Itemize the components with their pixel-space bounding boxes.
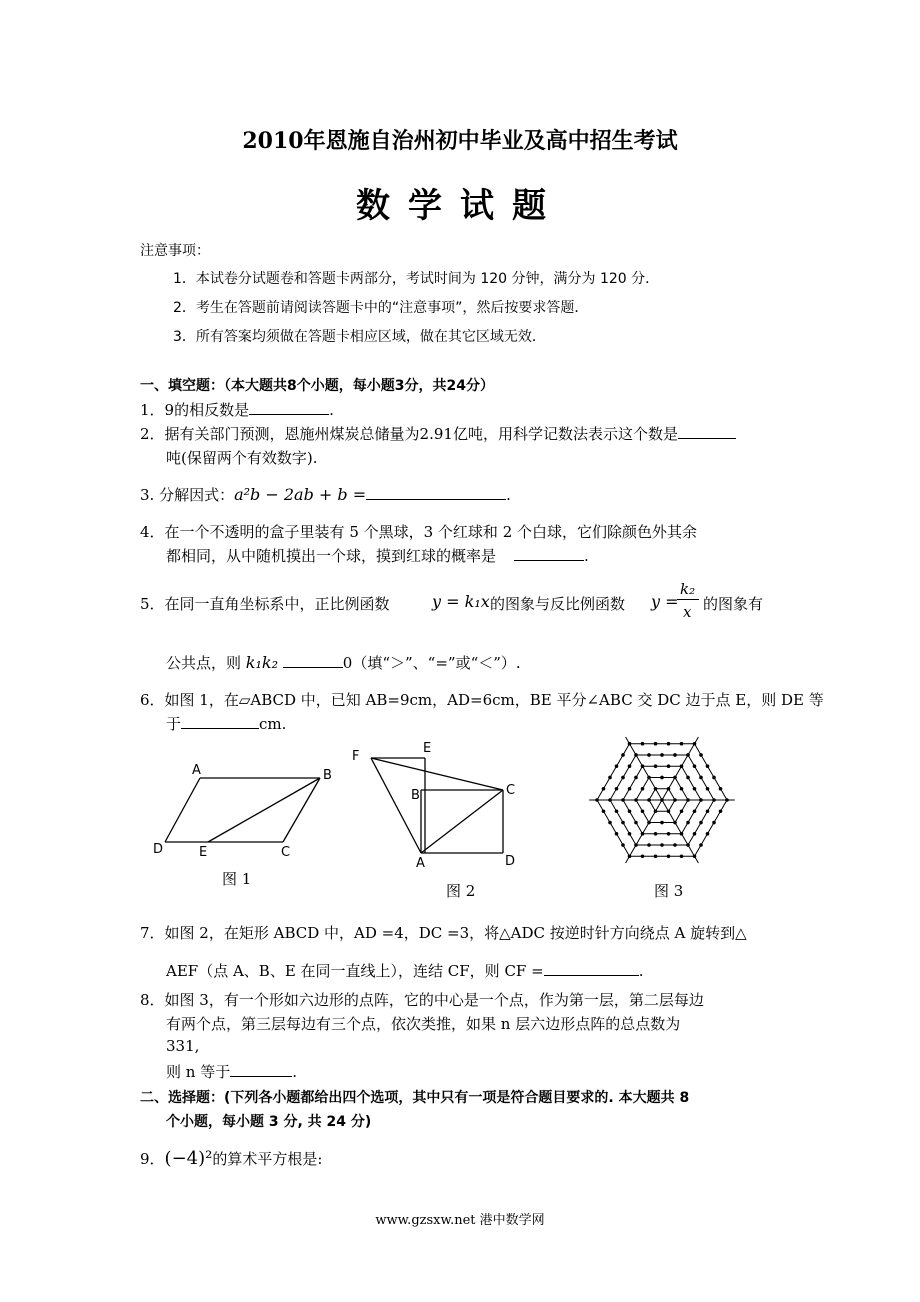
fig3-lattice-dot	[667, 854, 671, 858]
fig3-lattice-dot	[693, 742, 697, 746]
exam-subtitle: 数学试题	[356, 186, 564, 226]
fig3-lattice-dot	[712, 821, 716, 825]
fig3-lattice-dot	[628, 809, 632, 813]
fig3-lattice-dot	[615, 787, 619, 791]
q5-func2-denominator: x	[683, 603, 692, 621]
fig3-lattice-dot	[699, 821, 703, 825]
fig3-lattice-dot	[719, 809, 723, 813]
fig3-lattice-dot	[641, 787, 645, 791]
q5-func2-numerator: k₂	[680, 580, 696, 598]
fig2-segment-fc	[371, 758, 503, 790]
q4-answer-blank	[514, 546, 584, 561]
fig3-lattice-dot	[680, 809, 684, 813]
fig3-lattice-dot	[595, 798, 599, 802]
question-9	[140, 1148, 322, 1169]
figure-3-caption: 图 3	[654, 882, 684, 900]
q2-line2: 吨(保留两个有效数字).	[166, 449, 318, 467]
fig1-segment-be	[208, 778, 320, 842]
fig3-lattice-dot	[608, 776, 612, 780]
question-7-line-2	[166, 960, 643, 981]
fig1-label-c: C	[281, 845, 291, 860]
q4-line2: 都相同，从中随机摸出一个球，摸到红球的概率是	[166, 547, 497, 565]
section2-line1: 二、选择题：(下列各小题都给出四个选项，其中只有一项是符合题目要求的. 本大题共 8	[140, 1090, 690, 1106]
fig3-lattice-dot	[693, 764, 697, 768]
fig3-lattice-dot	[673, 798, 677, 802]
exam-title: 2010年恩施自治州初中毕业及高中招生考试	[242, 128, 678, 154]
fig3-lattice-dot	[654, 742, 658, 746]
q5-line1c: 的图象有	[703, 595, 764, 613]
fig3-lattice-dot	[615, 809, 619, 813]
fig2-label-a: A	[416, 856, 425, 870]
fig3-lattice-dot	[634, 821, 638, 825]
q6-line2b: cm.	[259, 715, 287, 733]
q8-answer-blank	[230, 1062, 292, 1077]
q1-end: .	[329, 401, 334, 419]
q8-line4b: .	[292, 1063, 297, 1081]
question-4-line-2	[166, 545, 589, 566]
fig3-lattice-dot	[647, 776, 651, 780]
fig3-lattice-dot	[628, 742, 632, 746]
fig3-lattice-dot	[621, 753, 625, 757]
q5-line1b: 的图象与反比例函数	[490, 595, 626, 613]
fig3-lattice-dot	[699, 798, 703, 802]
fig3-lattice-dot	[693, 787, 697, 791]
fig2-label-b: B	[411, 788, 420, 803]
fig2-label-e: E	[423, 741, 432, 756]
figure-1-parallelogram	[150, 760, 340, 860]
q3-text: 3. 分解因式：	[140, 486, 235, 504]
fig3-lattice-dot	[680, 742, 684, 746]
fig1-label-e: E	[199, 845, 208, 860]
q9-expression: (−4)²	[164, 1148, 213, 1169]
fig3-lattice-dot	[641, 832, 645, 836]
footer-website: www.gzsxw.net 港中数学网	[375, 1213, 545, 1228]
q9-number: 9．	[140, 1150, 165, 1168]
fig3-lattice-dot	[602, 787, 606, 791]
fig3-lattice-dot	[699, 776, 703, 780]
q5-answer-blank	[283, 653, 343, 668]
fig3-lattice-dot	[621, 776, 625, 780]
fig3-lattice-dot	[628, 787, 632, 791]
question-8-line-4	[166, 1061, 297, 1082]
fig3-lattice-dot	[667, 764, 671, 768]
fig1-label-b: B	[323, 768, 332, 783]
q8-line4a: 则 n 等于	[166, 1063, 231, 1081]
q1-answer-blank	[249, 400, 329, 415]
q8-line3: 331,	[166, 1037, 200, 1055]
notice-item-3: 3．所有答案均须做在答题卡相应区域，做在其它区域无效．	[173, 329, 546, 345]
fig3-lattice-dot	[654, 854, 658, 858]
notice-item-1: 1．本试卷分试题卷和答题卡两部分，考试时间为 120 分钟，满分为 120 分．	[173, 271, 660, 287]
fig3-lattice-dot	[680, 832, 684, 836]
fig3-lattice-dot	[654, 764, 658, 768]
fig3-lattice-dot	[673, 843, 677, 847]
fig3-lattice-dot	[699, 753, 703, 757]
fig3-center-dot	[660, 798, 664, 802]
fig3-lattice-dot	[706, 809, 710, 813]
fig3-lattice-dot	[706, 832, 710, 836]
fig1-label-a: A	[192, 763, 201, 778]
fig3-lattice-dot	[706, 787, 710, 791]
fig3-lattice-dot	[641, 764, 645, 768]
q2-answer-blank	[678, 424, 736, 439]
fig3-lattice-dot	[615, 832, 619, 836]
fig3-lattice-dot	[725, 798, 729, 802]
fig3-lattice-dot	[602, 809, 606, 813]
fig3-lattice-dot	[641, 809, 645, 813]
fig3-lattice-dot	[621, 821, 625, 825]
q8-line2: 有两个点，第三层每边有三个点，依次类推，如果 n 层六边形点阵的总点数为	[166, 1015, 681, 1033]
fig3-lattice-dot	[647, 798, 651, 802]
q6-line1: 6．如图 1，在▱ABCD 中，已知 AB=9cm，AD=6cm，BE 平分∠ABC 交 DC 边于点 E，则 DE 等	[140, 691, 824, 709]
q9-text: 的算术平方根是:	[212, 1150, 323, 1168]
fig3-lattice-dot	[693, 854, 697, 858]
fig3-lattice-dot	[641, 854, 645, 858]
fig3-lattice-dot	[686, 821, 690, 825]
fig3-lattice-dot	[634, 776, 638, 780]
fig3-lattice-dot	[634, 753, 638, 757]
q7-line2b: .	[638, 962, 644, 980]
fig3-lattice-dot	[693, 832, 697, 836]
fig2-label-f: F	[352, 749, 360, 764]
fig3-lattice-dot	[660, 753, 664, 757]
fig3-lattice-dot	[634, 843, 638, 847]
fig1-label-d: D	[153, 842, 164, 857]
section2-line2: 个小题，每小题 3 分, 共 24 分)	[166, 1114, 372, 1130]
fig3-lattice-dot	[628, 832, 632, 836]
fig3-lattice-dot	[660, 776, 664, 780]
section1-heading: 一、填空题：（本大题共8个小题，每小题3分，共24分）	[140, 378, 494, 394]
fig3-lattice-dot	[628, 854, 632, 858]
fig3-lattice-dot	[673, 776, 677, 780]
q3-expression: a²b − 2ab + b =	[234, 485, 367, 504]
fig1-edge-bc	[283, 778, 320, 842]
fig3-lattice-dot	[667, 809, 671, 813]
fig3-lattice-dot	[628, 764, 632, 768]
fig3-lattice-dot	[680, 787, 684, 791]
fig3-lattice-dot	[712, 776, 716, 780]
q6-answer-blank	[181, 714, 259, 729]
fig3-lattice-dot	[634, 798, 638, 802]
fig3-lattice-dot	[647, 753, 651, 757]
q5-func1: y = k₁x	[432, 592, 490, 611]
question-1	[140, 399, 334, 420]
fig3-lattice-dot	[615, 764, 619, 768]
fig3-lattice-dot	[680, 854, 684, 858]
question-3	[140, 484, 511, 505]
fig3-lattice-dot	[647, 843, 651, 847]
q1-text: 1．9的相反数是	[140, 401, 250, 419]
fig3-lattice-dot	[608, 821, 612, 825]
fig3-lattice-dot	[686, 753, 690, 757]
fig3-lattice-dot	[712, 798, 716, 802]
q4-end: .	[584, 547, 589, 565]
figure-2-caption: 图 2	[446, 882, 476, 900]
fig3-lattice-dot	[673, 753, 677, 757]
q5-line2b: 0（填“＞”、“=”或“＜”）.	[342, 654, 521, 672]
fig3-lattice-dot	[686, 843, 690, 847]
fig3-lattice-dot	[621, 843, 625, 847]
q5-fraction-bar	[677, 599, 699, 600]
fig3-lattice-dot	[680, 764, 684, 768]
q6-line2a: 于	[166, 715, 182, 733]
fig3-lattice-dot	[667, 787, 671, 791]
fig3-lattice-dot	[654, 809, 658, 813]
fig2-label-c: C	[506, 783, 516, 798]
question-6-line-2	[166, 713, 286, 734]
notice-item-2: 2．考生在答题前请阅读答题卡中的“注意事项”，然后按要求答题．	[173, 300, 589, 316]
fig3-lattice-dot	[699, 843, 703, 847]
fig3-lattice-dot	[647, 821, 651, 825]
fig3-lattice-dot	[667, 832, 671, 836]
fig1-edge-da	[165, 778, 200, 842]
fig3-lattice-dot	[719, 787, 723, 791]
q5-line1a: 5．在同一直角坐标系中，正比例函数	[140, 595, 390, 613]
q5-expression: k₁k₂	[245, 653, 279, 672]
q3-answer-blank	[366, 485, 506, 500]
fig3-lattice-dot	[654, 832, 658, 836]
fig2-label-d: D	[505, 854, 516, 869]
fig3-lattice-dot	[673, 821, 677, 825]
q7-line1: 7．如图 2，在矩形 ABCD 中，AD =4，DC =3，将△ADC 按逆时针方向绕点 A 旋转到△	[140, 924, 747, 942]
fig3-lattice-dot	[686, 798, 690, 802]
figure-2-rectangle-rotation	[345, 738, 530, 870]
q5-func2-lhs: y =	[651, 592, 679, 611]
q3-end: .	[506, 486, 511, 504]
figure-1-caption: 图 1	[222, 870, 252, 888]
q4-line1: 4．在一个不透明的盒子里装有 5 个黑球，3 个红球和 2 个白球，它们除颜色外其余	[140, 523, 698, 541]
q5-line2a: 公共点，则	[166, 654, 242, 672]
fig3-lattice-dot	[686, 776, 690, 780]
figure-3-hexagon-lattice	[574, 730, 750, 870]
q7-line2a: AEF（点 A、B、E 在同一直线上），连结 CF，则 CF =	[166, 962, 544, 980]
question-5-line-2	[166, 652, 521, 673]
fig2-segment-fa	[371, 758, 421, 853]
fig3-lattice-dot	[660, 821, 664, 825]
fig3-lattice-dot	[621, 798, 625, 802]
q7-answer-blank	[544, 961, 639, 976]
q2-line1: 2．据有关部门预测，恩施州煤炭总储量为2.91亿吨，用科学记数法表示这个数是	[140, 425, 678, 443]
question-2-line-1	[140, 423, 736, 444]
fig3-lattice-dot	[667, 742, 671, 746]
q8-line1: 8．如图 3，有一个形如六边形的点阵，它的中心是一个点，作为第一层，第二层每边	[140, 991, 704, 1009]
fig3-lattice-dot	[706, 764, 710, 768]
notice-heading: 注意事项：	[140, 243, 210, 259]
fig3-lattice-dot	[608, 798, 612, 802]
fig3-lattice-dot	[660, 843, 664, 847]
fig3-lattice-dot	[654, 787, 658, 791]
fig3-lattice-dot	[641, 742, 645, 746]
fig3-lattice-dot	[693, 809, 697, 813]
fig2-segment-ac	[421, 790, 503, 853]
